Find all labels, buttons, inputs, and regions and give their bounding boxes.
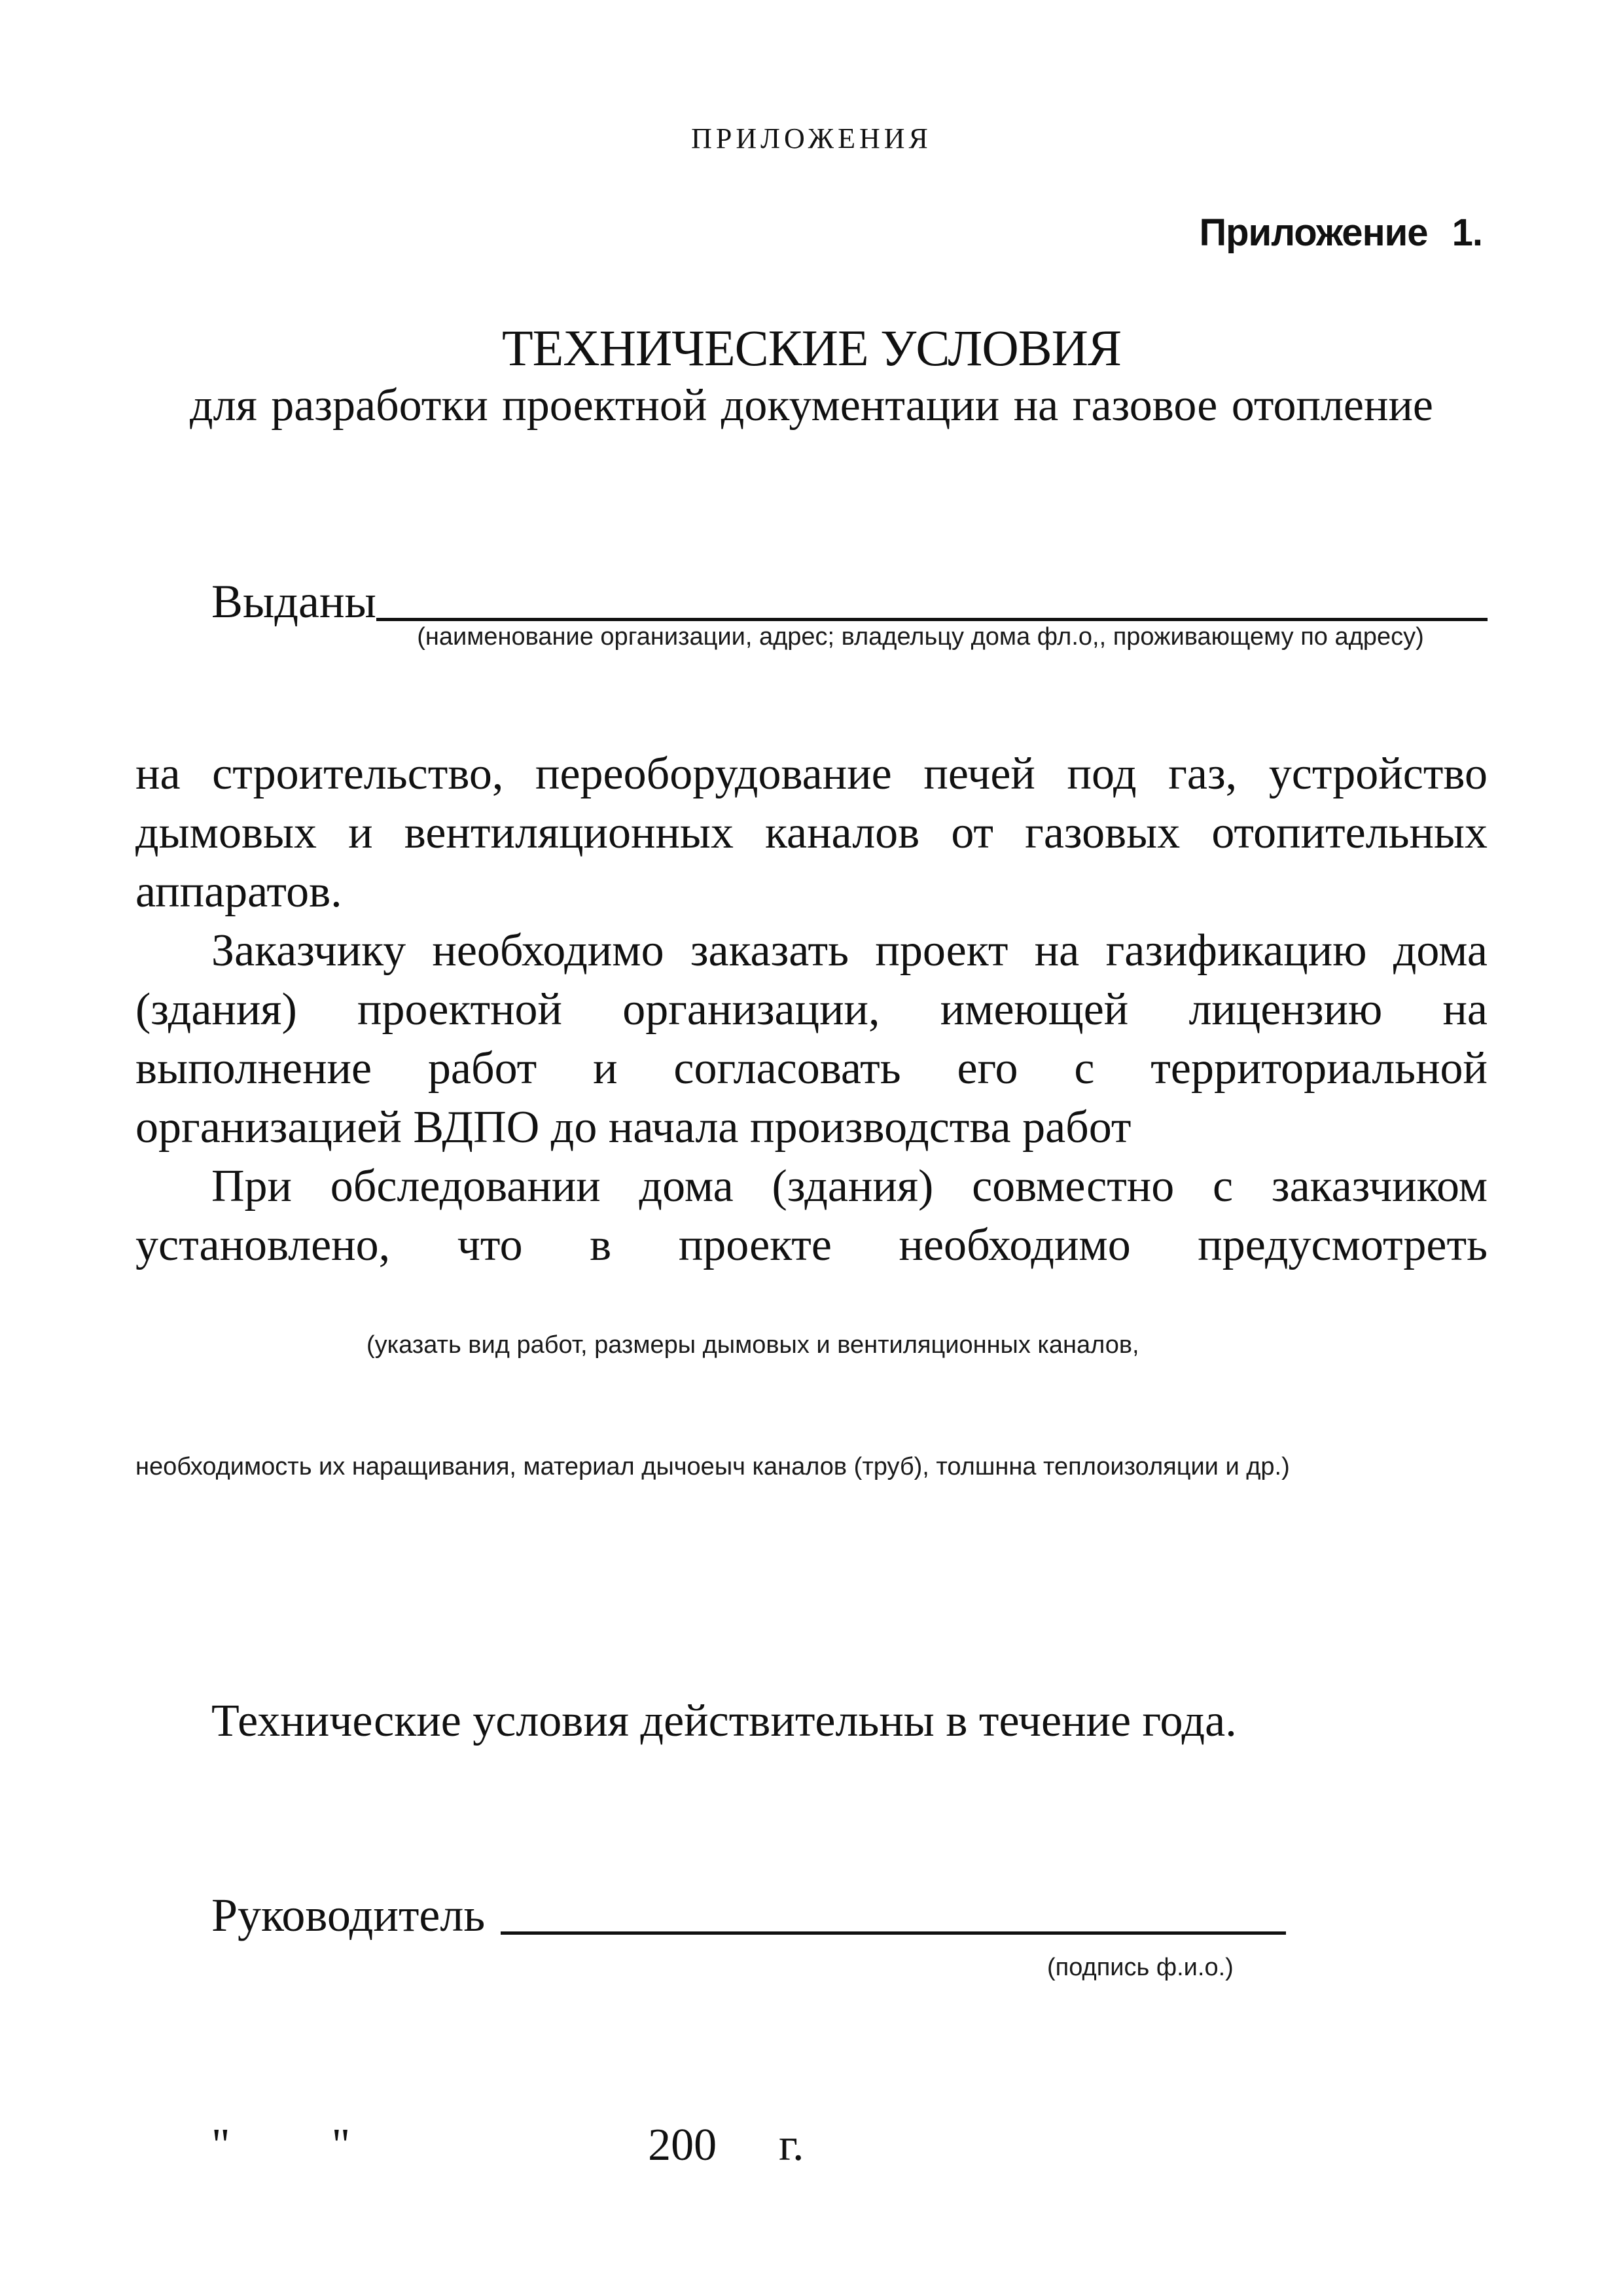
signature-blank-line — [501, 1931, 1286, 1935]
date-year-suffix: г. — [779, 2120, 804, 2170]
signature-row — [211, 1873, 1324, 1939]
issued-hint: (наименование организации, адрес; владельцу дома фл.о,, проживающему по адресу) — [417, 623, 1424, 651]
issued-blank-line — [376, 618, 1488, 621]
paragraph-customer-order: Заказчику необходимо заказать проект на газификацию дома (здания) проектной организации, имеющей лицензию на выполнение работ и согласовать его с территориальной организацией ВДПО до начала производства работ — [135, 925, 1488, 1153]
works-hint-line1: (указать вид работ, размеры дымовых и вентиляционных каналов, — [366, 1331, 1139, 1359]
paragraph-inspection — [135, 1157, 1488, 1275]
works-hint-line2: необходимость их наращивания, материал дычоеыч каналов (труб), толшнна теплоизоляции и др.) — [135, 1453, 1290, 1480]
running-head: ПРИЛОЖЕНИЯ — [691, 122, 932, 154]
date-year: 200 — [648, 2120, 717, 2170]
paragraph-purpose: на строительство, переоборудование печей под газ, устройство дымовых и вентиляционных каналов от газовых отопительных аппаратов. — [135, 749, 1488, 917]
signature-hint: (подпись ф.и.о.) — [1047, 1954, 1234, 1981]
document-subtitle: для разработки проектной документации на газовое отопление — [190, 380, 1433, 431]
date-row — [211, 2119, 804, 2172]
issued-label: Выданы — [211, 575, 376, 628]
inspection-last-word: предусмотреть — [1198, 1220, 1488, 1270]
signature-label: Руководитель — [211, 1889, 486, 1941]
date-quote-open: " — [211, 2120, 230, 2170]
appendix-label: Приложение 1. — [1199, 211, 1482, 254]
inspection-text: При обследовании дома (здания) совместно с заказчиком установлено, что в проекте необходимо — [135, 1161, 1488, 1270]
validity-statement: Технические условия действительны в течение года. — [211, 1696, 1237, 1746]
issued-field-row — [211, 560, 1488, 628]
date-quote-close: " — [331, 2120, 351, 2170]
document-title: ТЕХНИЧЕСКИЕ УСЛОВИЯ — [501, 319, 1122, 376]
body-text — [135, 745, 1488, 1275]
